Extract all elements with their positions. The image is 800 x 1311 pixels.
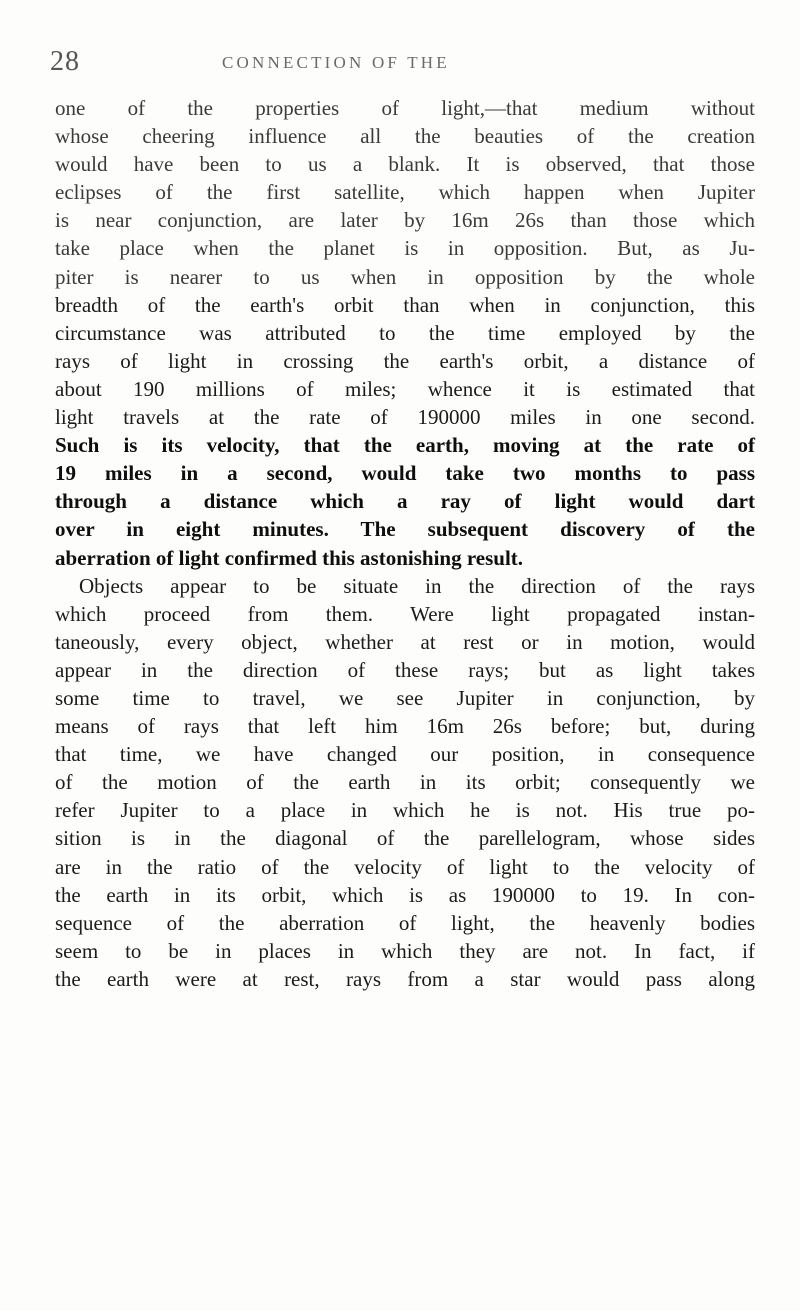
text-line: piter is nearer to us when in opposition by the whole (55, 264, 755, 289)
text-line: appear in the direction of these rays; but as light takes (55, 657, 755, 682)
text-line: through a distance which a ray of light would dart (55, 489, 755, 514)
text-line: are in the ratio of the velocity of light to the velocity of (55, 854, 755, 879)
text-line: light travels at the rate of 190000 miles in one second. (55, 405, 755, 430)
text-line: one of the properties of light,—that medium without (55, 96, 755, 120)
text-line: the earth were at rest, rays from a star would pass along (55, 966, 755, 991)
text-line: that time, we have changed our position, in consequence (55, 742, 755, 767)
page-number: 28 (50, 46, 80, 77)
text-line: eclipses of the first satellite, which happen when Jupiter (55, 180, 755, 205)
text-line: is near conjunction, are later by 16m 26s than those which (55, 208, 755, 233)
text-line: taneously, every object, whether at rest or in motion, would (55, 629, 755, 654)
text-line: Objects appear to be situate in the direction of the rays (79, 573, 755, 598)
text-line: over in eight minutes. The subsequent discovery of the (55, 517, 755, 542)
text-line: means of rays that left him 16m 26s before; but, during (55, 714, 755, 739)
text-line: take place when the planet is in opposition. But, as Ju- (55, 236, 755, 261)
running-head: CONNECTION OF THE (222, 53, 450, 72)
text-line: Such is its velocity, that the earth, moving at the rate of (55, 433, 755, 458)
text-line: whose cheering influence all the beauties of the creation (55, 124, 755, 149)
text-line: refer Jupiter to a place in which he is not. His true po- (55, 798, 755, 823)
text-line: 19 miles in a second, would take two months to pass (55, 461, 755, 486)
body-text (55, 94, 755, 993)
text-line: would have been to us a blank. It is observed, that those (55, 152, 755, 177)
text-line: sequence of the aberration of light, the heavenly bodies (55, 910, 755, 935)
text-line: sition is in the diagonal of the parellelogram, whose sides (55, 826, 755, 851)
text-line: the earth in its orbit, which is as 190000 to 19. In con- (55, 882, 755, 907)
text-line: breadth of the earth's orbit than when in conjunction, this (55, 292, 755, 317)
text-line: aberration of light confirmed this astonishing result. (55, 545, 524, 570)
text-line: circumstance was attributed to the time employed by the (55, 320, 755, 345)
text-line: which proceed from them. Were light propagated instan- (55, 601, 755, 626)
text-line: some time to travel, we see Jupiter in conjunction, by (55, 685, 755, 710)
text-line: of the motion of the earth in its orbit; consequently we (55, 770, 755, 795)
text-line: about 190 millions of miles; whence it is estimated that (55, 376, 755, 401)
text-line: seem to be in places in which they are not. In fact, if (55, 938, 755, 963)
text-line: rays of light in crossing the earth's orbit, a distance of (55, 348, 755, 373)
